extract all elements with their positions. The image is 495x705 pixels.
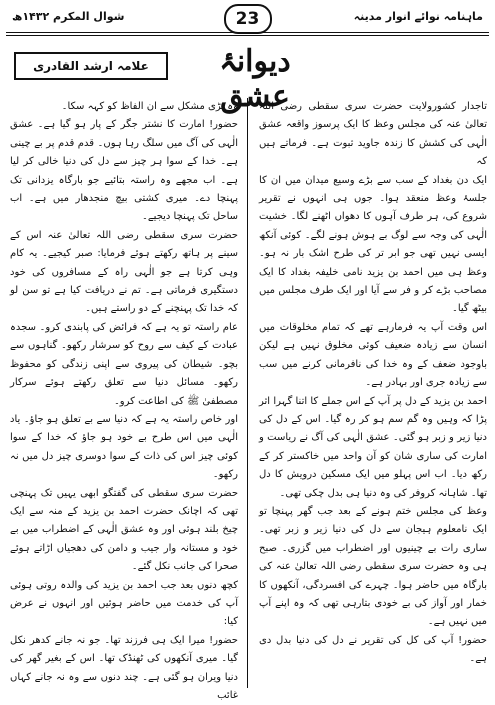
paragraph: حضور! میرا ایک ہی فرزند تھا۔ جو نہ جانے کدھر نکل گیا۔ میری آنکھوں کی ٹھنڈک تھا۔ اس کے بغیر گھر کی دنیا ویران ہو گئی ہے۔ چند دنوں سے وہ نہ جانے کہاں غائب [10, 634, 238, 701]
author-name: علامہ ارشد القادری [14, 52, 168, 80]
paragraph: ایک دن بغداد کے سب سے بڑے وسیع میدان میں ان کا جلسۂ وعظ منعقد ہوا۔ جوں ہی انہوں نے تقریر شروع کی، ہر طرف آہوں کا دھواں اٹھنے لگا۔ خشیت الٰہی کی وجہ سے لوگ بے ہوش ہونے لگے۔ کوئی آنکھ ایسی نہیں تھی جو ابر تر کی طرح اشک بار نہ ہو۔ وعظ ہی میں احمد بن یزید نامی خلیفہ بغداد کا ایک مصاحب بڑے کر و فر سے آیا اور ایک طرف مجلس میں بیٹھ گیا۔ [259, 174, 487, 315]
paragraph: کچھ دنوں بعد جب احمد بن یزید کی والدہ روتی ہوئی آپ کی خدمت میں حاضر ہوئیں اور انہوں نے عرض کیا: [10, 579, 238, 628]
header-rule [6, 32, 489, 33]
column-divider [247, 98, 248, 688]
paragraph: حضرت سری سقطی کی گفتگو ابھی یہیں تک پہنچی تھی کہ اچانک حضرت احمد بن یزید کے منہ سے ایک چیخ بلند ہوئی اور وہ عشق الٰہی کے اضطراب میں بے خود و مستانہ وار جیب و دامن کی دھجیاں اڑاتے ہوئے صحرا کی جانب نکل گئے۔ [10, 487, 238, 573]
paragraph: تاجدار کشورولایت حضرت سری سقطی رضی اللہ تعالیٰ عنہ کی مجلس وعظ کا ایک پرسوز واقعہ عشق الٰہی کی کشش کا زندہ جاوید ثبوت ہے۔ فرماتے ہیں کہ [259, 101, 487, 168]
page-number: 23 [224, 4, 272, 34]
paragraph: حضور! آپ کی کل کی تقریر نے دل کی دنیا بدل دی ہے۔ [259, 634, 487, 665]
article-title: دیوانۂ عشق [219, 44, 291, 114]
magazine-name: ماہنامہ نوائے انوار مدینہ [353, 10, 483, 23]
paragraph: حضور! امارت کا نشتر جگر کے پار ہو گیا ہے۔ عشق الٰہی کی آگ میں سلگ رہا ہوں۔ قدم قدم پر بے چینی ہے۔ خدا کے سوا ہر چیز سے دل کی دنیا خالی کر لیا ہے۔ اب مجھے وہ راستہ بتائیے جو بارگاہ یزدانی تک پہنچا دے۔ میری کشتی بیچ منجدھار میں ہے۔ اب ساحل تک پہنچا دیجیے۔ [10, 119, 238, 223]
issue-month: شوال المکرم ۱۴۳۲ھ [12, 10, 125, 23]
paragraph: وہ بڑی مشکل سے ان الفاظ کو کہہ سکا۔ [61, 101, 238, 112]
paragraph: عام راستہ تو یہ ہے کہ فرائض کی پابندی کرو۔ سجدہ عبادت کے کیف سے روح کو سرشار رکھو۔ گناہوں سے بچو۔ شیطان کی پیروی سے اپنی زندگی کو محفوظ رکھو۔ مسائل دنیا سے تعلق رکھتے ہوئے سرکار مصطفیٰ ﷺ کی اطاعت کرو۔ [10, 321, 238, 407]
paragraph: اس وقت آپ یہ فرمارہے تھے کہ تمام مخلوقات میں انسان سے زیادہ ضعیف کوئی مخلوق نہیں ہے لیکن باوجود ضعف کے وہ خدا کی نافرمانی کرنے میں سب سے زیادہ جری اور بہادر ہے۔ [259, 321, 487, 389]
page-header [6, 4, 489, 34]
header-rule-thin [6, 35, 489, 36]
paragraph: اور خاص راستہ یہ ہے کہ دنیا سے بے تعلق ہو جاؤ۔ یاد الٰہی میں اس طرح بے خود ہو جاؤ کہ خدا کے سوا کوئی چیز اس کی ذات کے سوا دوسری چیز دل میں نہ رکھو۔ [10, 413, 238, 481]
left-column [10, 98, 238, 701]
paragraph: حضرت سری سقطی رضی اللہ تعالیٰ عنہ اس کے سینے پر ہاتھ رکھتے ہوئے فرمایا: صبر کیجیے۔ یہ کام وہی کرتا ہے جو الٰہی راہ کے مسافروں کی خود دستگیری فرماتی ہے۔ تم نے دریافت کیا ہے تو سن لو کہ خدا تک پہنچنے کے دو راستے ہیں۔ [10, 229, 238, 315]
paragraph: وعظ کی مجلس ختم ہونے کے بعد جب گھر پہنچا تو ایک نامعلوم ہیجان سے دل کی دنیا زیر و زبر تھی۔ ساری رات بے چینیوں اور اضطراب میں گزری۔ صبح ہی وہ حضرت سری سقطی رضی اللہ تعالیٰ عنہ کی بارگاہ میں حاضر ہوا۔ چہرے کی افسردگی، آنکھوں کا خمار اور آواز کی بے خودی بتارہی تھی کہ وہ اپنے آپ میں نہیں ہے۔ [259, 505, 487, 628]
right-column [259, 98, 487, 688]
paragraph: احمد بن یزید کے دل پر آپ کے اس جملے کا اتنا گہرا اثر پڑا کہ وہیں وہ گم سم ہو کر رہ گیا۔ اس کے دل کی دنیا زیر و زبر ہو گئی۔ عشق الٰہی کی آگ نے ریاست و امارت کی ساری شان کو آن واحد میں خاکستر کر کے رکھ دیا۔ اب اس پہلو میں ایک مسکین درویش کا دل تھا۔ شاہانہ کروفر کی وہ دنیا ہی بدل چکی تھی۔ [259, 395, 487, 499]
